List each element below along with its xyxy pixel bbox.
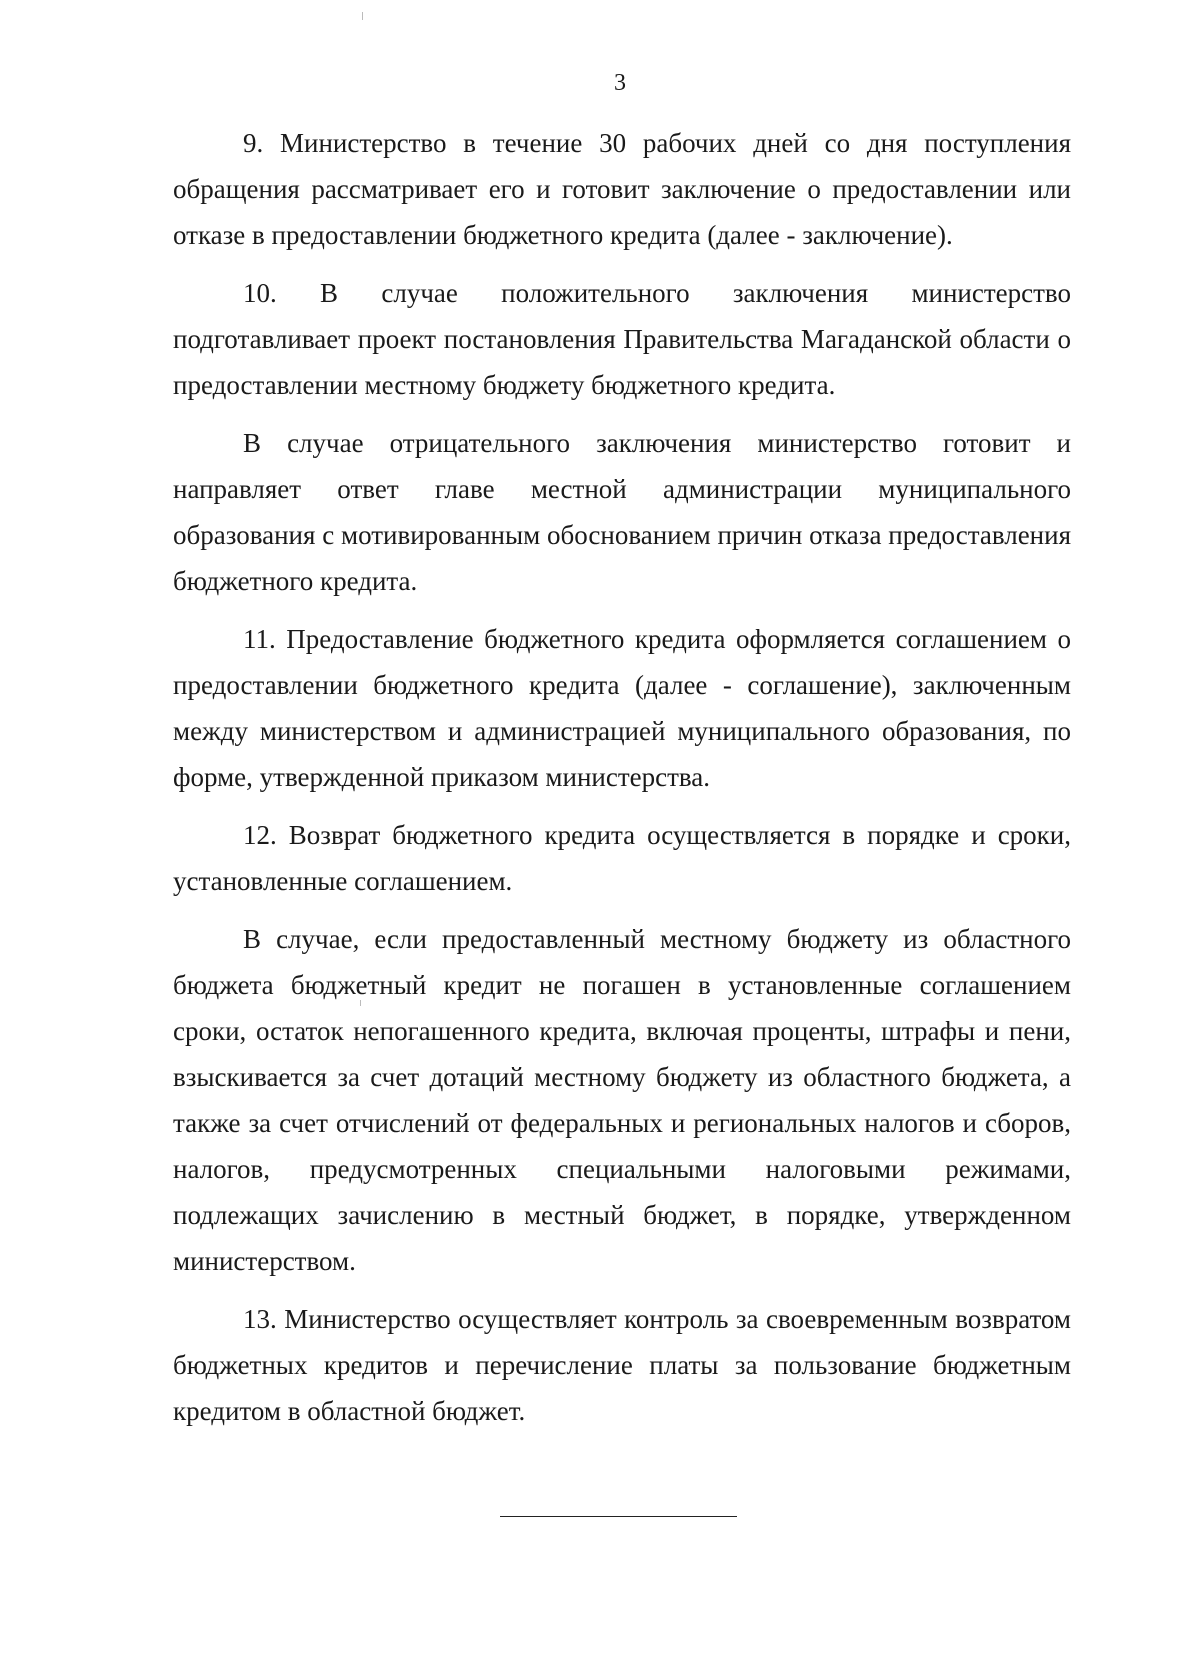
paragraph-10: 10. В случае положительного заключения министерство подготавливает проект постановления Правительства Магаданской области о предоставлении местному бюджету бюджетного кредита. (173, 278, 1071, 400)
paragraph-11: 11. Предоставление бюджетного кредита оформляется соглашением о предоставлении бюджетного кредита (далее - соглашение), заключенным между министерством и администрацией муниципального образования, по форме, утвержденной приказом министерства. (173, 624, 1071, 792)
scan-speck (362, 12, 363, 20)
document-body (173, 120, 1071, 1446)
page-number: 3 (614, 70, 626, 96)
paragraph-12: 12. Возврат бюджетного кредита осуществляется в порядке и сроки, установленные соглашением. (173, 820, 1071, 896)
paragraph-13: 13. Министерство осуществляет контроль за своевременным возвратом бюджетных кредитов и перечисление платы за пользование бюджетным кредитом в областной бюджет. (173, 1304, 1071, 1426)
paragraph-9: 9. Министерство в течение 30 рабочих дней со дня поступления обращения рассматривает его и готовит заключение о предоставлении или отказе в предоставлении бюджетного кредита (далее - заключение). (173, 128, 1071, 250)
paragraph-12-overdue: В случае, если предоставленный местному бюджету из областного бюджета бюджетный кредит не погашен в установленные соглашением сроки, остаток непогашенного кредита, включая проценты, штрафы и пени, взыскивается за счет дотаций местному бюджету из областного бюджета, а также за счет отчислений от федеральных и региональных налогов и сборов, налогов, предусмотренных специальными налоговыми режимами, подлежащих зачислению в местный бюджет, в порядке, утвержденном министерством. (173, 924, 1071, 1276)
paragraph-10-negative: В случае отрицательного заключения министерство готовит и направляет ответ главе местной администрации муниципального образования с мотивированным обоснованием причин отказа предоставления бюджетного кредита. (173, 428, 1071, 596)
closing-rule (500, 1516, 737, 1517)
